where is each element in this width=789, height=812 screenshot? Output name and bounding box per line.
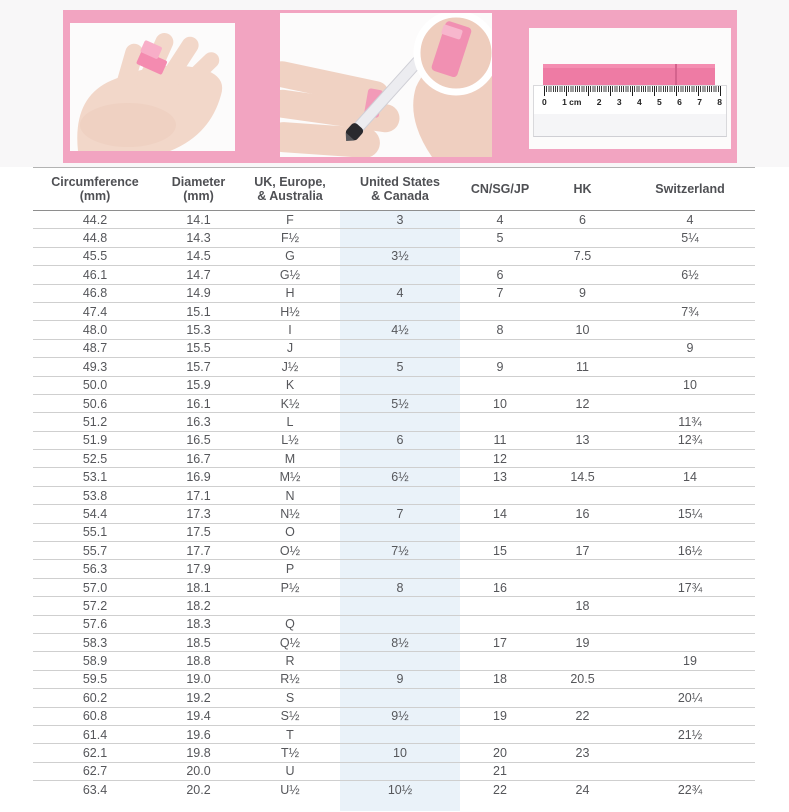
hand-strip-illustration: [70, 23, 235, 151]
table-cell: [340, 266, 460, 283]
table-cell: 51.2: [82, 414, 108, 429]
ruler-label: 4: [636, 97, 642, 107]
table-cell: 15.5: [186, 341, 211, 356]
table-cell: 19.0: [186, 672, 211, 687]
table-cell: P: [285, 562, 295, 577]
table-row: [33, 432, 755, 450]
table-cell: 52.5: [82, 451, 108, 466]
table-cell: 7½: [340, 542, 460, 559]
table-cell: 50.0: [82, 378, 108, 393]
table-row: [33, 726, 755, 744]
table-header: [33, 167, 755, 211]
table-cell: [340, 413, 460, 430]
table-cell: G: [285, 249, 295, 264]
table-cell: [460, 377, 540, 394]
table-row: [33, 579, 755, 597]
table-cell: 55.1: [82, 525, 108, 540]
table-cell: 16: [575, 506, 590, 521]
table-row: [33, 468, 755, 486]
header-cell-diameter: Diameter (mm): [171, 175, 226, 203]
table-cell: J: [286, 341, 294, 356]
table-cell: T½: [280, 746, 300, 761]
table-cell: 16.3: [186, 414, 211, 429]
ring-size-table: [33, 167, 755, 800]
table-cell: 16.9: [186, 470, 211, 485]
table-cell: [540, 377, 625, 394]
ruler-label: 7: [697, 97, 702, 107]
table-cell: O½: [279, 543, 301, 558]
table-cell: 6½: [340, 468, 460, 485]
table-cell: [460, 726, 540, 743]
table-cell: 20.0: [186, 764, 211, 779]
table-cell: [625, 450, 755, 467]
table-cell: [340, 450, 460, 467]
table-cell: [240, 597, 340, 614]
table-cell: 53.8: [82, 488, 108, 503]
table-cell: [625, 248, 755, 265]
table-cell: 19.2: [186, 690, 211, 705]
table-cell: 7¾: [681, 304, 699, 319]
table-cell: 57.2: [82, 598, 108, 613]
table-cell: [340, 487, 460, 504]
table-cell: [460, 413, 540, 430]
table-row: [33, 708, 755, 726]
table-cell: 20.5: [570, 672, 595, 687]
table-row: [33, 597, 755, 615]
table-cell: [460, 248, 540, 265]
header-cell-cn_sg_jp: CN/SG/JP: [470, 182, 530, 196]
table-row: [33, 377, 755, 395]
ruler-label: 3: [616, 97, 622, 107]
table-cell: 12¾: [677, 433, 703, 448]
table-cell: 6: [579, 212, 586, 227]
table-cell: [540, 763, 625, 780]
table-row: [33, 321, 755, 339]
table-cell: 54.4: [82, 506, 108, 521]
table-row: [33, 634, 755, 652]
table-cell: [460, 524, 540, 541]
table-cell: 4: [686, 212, 694, 227]
table-cell: 49.3: [82, 359, 108, 374]
table-cell: 53.1: [82, 470, 108, 485]
table-cell: [625, 524, 755, 541]
table-cell: 15¼: [677, 506, 703, 521]
header-cell-switzerland: Switzerland: [655, 182, 725, 196]
table-cell: 20.2: [186, 783, 211, 798]
table-cell: 8: [496, 323, 504, 338]
table-cell: 17: [575, 543, 590, 558]
table-cell: 57.0: [82, 580, 108, 595]
ruler-label: 1 cm: [562, 97, 582, 107]
table-cell: 20¼: [677, 690, 703, 705]
table-cell: 17¾: [677, 580, 703, 595]
table-cell: 16.1: [186, 396, 211, 411]
table-cell: 45.5: [82, 249, 108, 264]
table-cell: Q: [285, 617, 295, 632]
table-row: [33, 395, 755, 413]
table-row: [33, 781, 755, 799]
table-cell: [625, 616, 755, 633]
table-row: [33, 211, 755, 229]
table-cell: 62.7: [82, 764, 108, 779]
table-cell: [540, 266, 625, 283]
table-cell: [625, 487, 755, 504]
table-row: [33, 229, 755, 247]
ruler: [533, 85, 727, 137]
table-cell: [460, 689, 540, 706]
ruler-label: 6: [677, 97, 682, 107]
table-cell: [460, 597, 540, 614]
table-cell: 48.7: [82, 341, 108, 356]
table-cell: 16½: [677, 543, 703, 558]
table-cell: 5½: [340, 395, 460, 412]
table-cell: 15.3: [186, 323, 211, 338]
table-cell: [540, 616, 625, 633]
table-cell: 19.4: [186, 709, 211, 724]
table-cell: 21½: [677, 727, 703, 742]
table-cell: F½: [280, 231, 300, 246]
table-cell: I: [288, 323, 292, 338]
table-cell: 18.2: [186, 598, 211, 613]
table-cell: 8: [340, 579, 460, 596]
table-row: [33, 763, 755, 781]
table-cell: 18.3: [186, 617, 211, 632]
table-cell: Q½: [279, 635, 301, 650]
table-cell: [460, 616, 540, 633]
ruler-label: 5: [657, 97, 662, 107]
table-cell: M½: [279, 470, 301, 485]
table-cell: 50.6: [82, 396, 108, 411]
table-cell: 24: [575, 783, 590, 798]
table-cell: S½: [280, 709, 300, 724]
table-cell: 14.7: [186, 267, 211, 282]
table-cell: [625, 560, 755, 577]
table-cell: 14: [683, 470, 697, 485]
marking-illustration: [280, 13, 492, 157]
header-cell-us_canada: United States & Canada: [360, 175, 440, 203]
table-cell: U: [285, 764, 295, 779]
table-cell: 17.5: [186, 525, 211, 540]
table-cell: 19: [493, 709, 507, 724]
table-cell: [340, 689, 460, 706]
table-cell: [540, 579, 625, 596]
pink-sizing-strip: [543, 64, 715, 85]
table-cell: 6: [496, 267, 504, 282]
table-cell: 10: [683, 378, 697, 393]
table-cell: 47.4: [82, 304, 108, 319]
table-cell: 9: [340, 671, 460, 688]
table-row: [33, 340, 755, 358]
table-cell: 15: [493, 543, 507, 558]
table-body: [33, 211, 755, 800]
table-cell: [625, 358, 755, 375]
table-cell: 4: [340, 285, 460, 302]
ruler-labels: [542, 97, 722, 107]
table-cell: N½: [280, 506, 300, 521]
table-row: [33, 358, 755, 376]
table-cell: [540, 726, 625, 743]
table-cell: 56.3: [82, 562, 108, 577]
table-cell: 4½: [340, 321, 460, 338]
table-cell: 13: [493, 470, 507, 485]
table-row: [33, 487, 755, 505]
header-cell-hk: HK: [573, 182, 592, 196]
table-cell: H: [285, 286, 295, 301]
table-cell: 18.1: [186, 580, 211, 595]
table-cell: F: [286, 212, 294, 227]
table-row: [33, 652, 755, 670]
table-row: [33, 689, 755, 707]
table-cell: 48.0: [82, 323, 108, 338]
highlight-column-tail: [340, 800, 460, 811]
table-cell: 60.2: [82, 690, 108, 705]
table-row: [33, 285, 755, 303]
table-cell: 16: [493, 580, 507, 595]
table-cell: 16.5: [186, 433, 211, 448]
table-cell: 46.8: [82, 286, 108, 301]
photo-hand-with-strip: [70, 23, 235, 151]
table-cell: 15.7: [186, 359, 211, 374]
table-cell: T: [286, 727, 294, 742]
table-cell: 17: [493, 635, 507, 650]
table-cell: 58.9: [82, 654, 108, 669]
table-cell: O: [285, 525, 295, 540]
table-cell: 5: [496, 231, 504, 246]
table-cell: 44.8: [82, 231, 108, 246]
table-cell: N: [285, 488, 295, 503]
table-cell: 12: [493, 451, 507, 466]
table-cell: [340, 763, 460, 780]
table-cell: 18: [493, 672, 507, 687]
table-cell: 10: [575, 323, 590, 338]
table-cell: 7: [340, 505, 460, 522]
table-cell: H½: [280, 304, 300, 319]
table-row: [33, 524, 755, 542]
table-cell: 19: [683, 654, 697, 669]
table-cell: L: [286, 414, 294, 429]
strip-mark-line: [675, 64, 677, 85]
header-cell-circumference: Circumference (mm): [51, 175, 139, 203]
table-row: [33, 616, 755, 634]
table-cell: 9½: [340, 708, 460, 725]
header-cell-uk_europe_australia: UK, Europe, & Australia: [254, 175, 326, 203]
table-row: [33, 671, 755, 689]
table-row: [33, 248, 755, 266]
table-cell: [460, 303, 540, 320]
table-cell: 17.3: [186, 506, 211, 521]
table-cell: 10: [340, 744, 460, 761]
table-cell: 60.8: [82, 709, 108, 724]
table-cell: 51.9: [82, 433, 108, 448]
table-cell: 12: [575, 396, 590, 411]
table-cell: 7: [496, 286, 504, 301]
table-cell: J½: [281, 359, 299, 374]
table-cell: 17.7: [186, 543, 211, 558]
table-cell: [625, 395, 755, 412]
table-cell: 14.5: [570, 470, 595, 485]
table-cell: 19.6: [186, 727, 211, 742]
table-cell: 9: [686, 341, 694, 356]
table-cell: 44.2: [82, 212, 108, 227]
table-cell: [540, 487, 625, 504]
table-cell: 10: [493, 396, 507, 411]
table-cell: 18: [575, 598, 590, 613]
table-cell: [625, 285, 755, 302]
table-cell: L½: [281, 433, 299, 448]
table-cell: 6½: [681, 267, 699, 282]
table-cell: [625, 634, 755, 651]
table-cell: [540, 689, 625, 706]
table-cell: 14.3: [186, 231, 211, 246]
table-cell: 10½: [340, 781, 460, 799]
table-cell: 18.5: [186, 635, 211, 650]
photo-marking-strip: [280, 13, 492, 157]
table-cell: 22: [575, 709, 590, 724]
ruler-ticks: [544, 86, 721, 96]
table-cell: [540, 229, 625, 246]
table-cell: 6: [340, 432, 460, 449]
table-cell: [340, 524, 460, 541]
table-cell: [340, 597, 460, 614]
table-cell: 11¾: [678, 414, 702, 429]
table-cell: R: [285, 654, 295, 669]
table-cell: [460, 340, 540, 357]
table-cell: [340, 726, 460, 743]
table-cell: [540, 524, 625, 541]
table-row: [33, 542, 755, 560]
table-cell: [625, 763, 755, 780]
table-cell: 5¼: [681, 231, 699, 246]
table-cell: 58.3: [82, 635, 108, 650]
table-cell: 14.5: [186, 249, 211, 264]
table-cell: M: [284, 451, 296, 466]
table-cell: 11: [493, 433, 507, 448]
table-cell: 5: [340, 358, 460, 375]
table-cell: 14.1: [186, 212, 211, 227]
table-row: [33, 505, 755, 523]
table-cell: [340, 340, 460, 357]
table-cell: 57.6: [82, 617, 108, 632]
table-cell: 63.4: [82, 783, 108, 798]
table-cell: [340, 303, 460, 320]
table-cell: [540, 560, 625, 577]
table-cell: 14.9: [186, 286, 211, 301]
table-cell: 16.7: [186, 451, 211, 466]
table-cell: [340, 229, 460, 246]
table-row: [33, 303, 755, 321]
strip-highlight: [543, 64, 715, 68]
ruler-label: 8: [717, 97, 722, 107]
table-cell: 11: [576, 359, 589, 374]
table-cell: [540, 413, 625, 430]
table-cell: S: [285, 690, 295, 705]
photo-ruler-measurement: [529, 28, 731, 149]
table-cell: 20: [493, 746, 507, 761]
table-cell: [460, 487, 540, 504]
table-cell: 22¾: [677, 783, 703, 798]
table-cell: [625, 744, 755, 761]
table-cell: [460, 652, 540, 669]
table-cell: 55.7: [82, 543, 108, 558]
table-cell: [625, 321, 755, 338]
table-cell: 17.1: [186, 488, 211, 503]
table-cell: 15.9: [186, 378, 211, 393]
table-cell: K½: [280, 396, 300, 411]
table-cell: [340, 616, 460, 633]
table-cell: [540, 340, 625, 357]
table-cell: 21: [493, 764, 507, 779]
table-cell: 8½: [340, 634, 460, 651]
table-cell: G½: [279, 267, 301, 282]
table-cell: 22: [493, 783, 507, 798]
table-cell: [460, 560, 540, 577]
table-cell: 3½: [340, 248, 460, 265]
table-cell: 4: [496, 212, 504, 227]
table-cell: 13: [575, 433, 590, 448]
table-cell: 3: [340, 211, 460, 228]
table-cell: 17.9: [186, 562, 211, 577]
table-row: [33, 450, 755, 468]
table-cell: U½: [280, 783, 300, 798]
table-cell: [340, 377, 460, 394]
table-cell: [340, 652, 460, 669]
table-cell: 61.4: [82, 727, 108, 742]
table-cell: 19: [575, 635, 590, 650]
table-cell: [540, 303, 625, 320]
table-cell: 19.8: [186, 746, 211, 761]
table-row: [33, 413, 755, 431]
table-row: [33, 266, 755, 284]
table-cell: 18.8: [186, 654, 211, 669]
table-cell: [625, 671, 755, 688]
table-row: [33, 744, 755, 762]
table-cell: 62.1: [82, 746, 108, 761]
table-cell: [540, 450, 625, 467]
ruler-label: 0: [542, 97, 547, 107]
table-row: [33, 560, 755, 578]
table-cell: 9: [496, 359, 504, 374]
table-cell: P½: [280, 580, 300, 595]
ruler-label: 2: [596, 97, 602, 107]
table-cell: 15.1: [186, 304, 211, 319]
table-cell: 23: [575, 746, 590, 761]
table-cell: [625, 708, 755, 725]
table-cell: [625, 597, 755, 614]
table-cell: 59.5: [82, 672, 108, 687]
table-cell: 7.5: [573, 249, 592, 264]
table-cell: R½: [280, 672, 300, 687]
table-cell: 14: [493, 506, 507, 521]
table-cell: 46.1: [82, 267, 108, 282]
table-cell: 9: [579, 286, 586, 301]
table-cell: [540, 652, 625, 669]
table-cell: K: [285, 378, 295, 393]
table-cell: [340, 560, 460, 577]
